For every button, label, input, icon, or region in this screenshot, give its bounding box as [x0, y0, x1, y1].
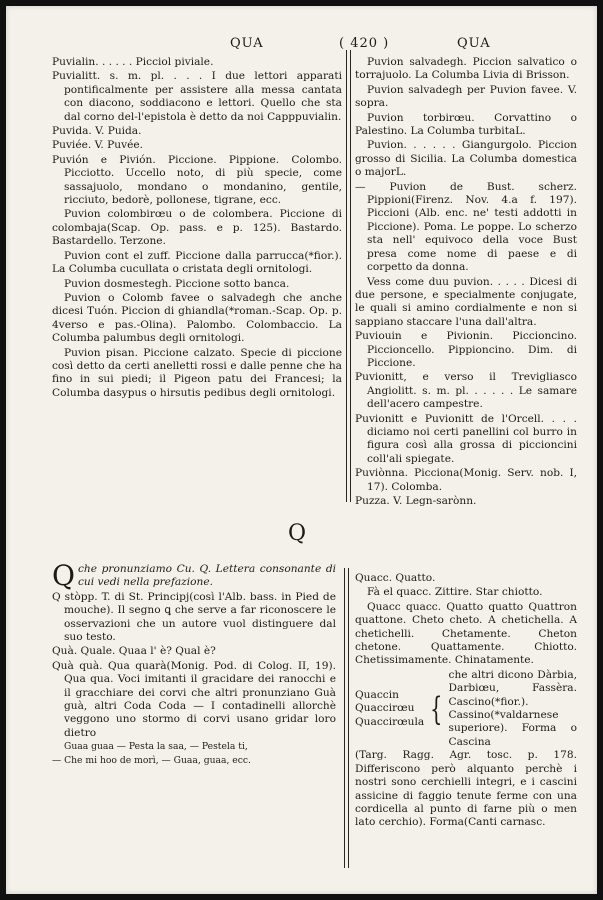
entry: Fà el quacc. Zittire. Star chiotto.	[367, 586, 543, 599]
column-divider-bottom	[344, 568, 349, 868]
headword: Quaccin	[355, 688, 399, 701]
entry: Puvionitt, e verso il Treviglіasco Angiolitt. s. m. pl. . . . . . Le samare dell'acero campestre.	[355, 371, 577, 411]
dictionary-page	[6, 6, 597, 894]
headword: Quaccirœu	[355, 702, 415, 715]
column-right-top	[355, 56, 577, 509]
entry: Puvion salvadegh per Puvion favee. V. sopra.	[355, 83, 577, 110]
brace-definition: che altri dicono Dàrbia, Darbiœu, Fassèra. Cascino(*fior.). Cassino(*valdarnese superiore). Forma o Cascina	[448, 668, 577, 748]
entry: Puviònna. Picciona(Monig. Serv. nob. I, 17). Colomba.	[355, 467, 577, 493]
headword: Quaccirœula	[355, 715, 425, 728]
column-left-top	[52, 56, 342, 401]
verse-line: Guaa guaa — Pesta la saa, — Pestela ti,	[64, 741, 248, 753]
entry: Quà. Quale. Quaa l' è? Qual è?	[52, 645, 216, 658]
entry: Puzza. V. Legn-sarònn.	[355, 495, 477, 507]
entry: Puviée. V. Puvée.	[52, 139, 143, 152]
running-head-left: QUA	[230, 36, 264, 51]
entry: Puvion colombirœu o de colombera. Piccione di colombaja(Scap. Op. pass. e p. 125). Bastardo. Bastardello. Terzone.	[52, 208, 342, 248]
entry: Puvion salvadegh. Piccion salvatico o torrajuolo. La Columba Livia di Brisson.	[355, 56, 577, 82]
entry: Puvion pisan. Piccione calzato. Specie di piccione così detto da certi anelletti rossi e dalle penne che ha fino in sui piedi; il Pigeon patu dei Francesi; la Columba dasypus o hirsutis pedibus degli ornitologi.	[52, 346, 342, 399]
entry-text: che pronunziamo Cu. Q. Lettera consonante di cui vedi nella prefazione.	[77, 563, 336, 589]
entry: Puvion torbirœu. Corvattino o Palestino. La Columba turbitaL.	[355, 111, 577, 138]
entry: Quà quà. Qua quarà(Monig. Pod. di Colog. II, 19). Qua qua. Voci imitanti il gracidare dei ranocchi e il gracchiare dei corvi che altri pronunziano Guà guà, altri Coda Coda — I contadinelli allorchè veggono uno stormo di corvi usano gridar loro dietro	[52, 659, 336, 739]
drop-letter: Q	[52, 559, 75, 592]
entry-continuation: (Targ. Ragg. Agr. tosc. p. 178. Differiscono però alquanto perchè i nostri sono cerchielli integri, e i cascini assicine di faggio tenute ferme con una cordicella al punto di farne più o men lato cerchio). Forma(Canti carnasc.	[355, 749, 577, 829]
section-letter: Q	[288, 521, 307, 546]
column-divider-top	[346, 50, 351, 502]
column-right-bottom	[355, 572, 577, 831]
verse-line: — Che mi hoo de morì, — Guaa, guaa, ecc.	[52, 754, 251, 766]
running-head-right: QUA	[457, 36, 491, 51]
entry: Puviouin e Pivionin. Piccioncino. Piccioncello. Pippioncino. Dim. di Piccione.	[355, 330, 577, 369]
entry: Puvida. V. Puida.	[52, 125, 142, 138]
column-left-bottom	[52, 559, 336, 768]
entry: Puvion o Colomb favee o salvadegh che anche dicesi Tuón. Piccion di ghiandla(*roman.-Scap. Op. p. 4verso e pas.-Olina). Palombo. Colombaccio. La Columba palumbus degli ornitologi.	[52, 291, 342, 345]
entry: Puvión e Pivión. Piccione. Pippione. Colombo. Picciotto. Uccello noto, di più specie, come sassajuolo, mondano o mondanino, gentile, ricciuto, bedorè, pollonese, tigrane, ecc.	[52, 153, 342, 207]
entry-q-intro	[52, 559, 336, 592]
entry: Puvionitt e Puvionitt de l'Orcell. . . . diciamo noi certi panellini col burro in figura così alla grossa di piccioncini coll'ali spiegate.	[355, 412, 577, 465]
entry: Puvion cont el zuff. Piccione dalla parrucca(*fior.). La Columba cucullata o cristata degli ornitologi.	[52, 249, 342, 276]
entry: Puvialitt. s. m. pl. . . . I due lettori apparati pontificalmente per assistere alla messa cantata con diacono, soddiacono e lettori. Quello che sta dal corno del-l'epistola è detto da noi Capppuvialin.	[52, 70, 342, 123]
entry: Vess come duu puvion. . . . . Dicesi di due persone, e specialmente conjugate, le quali si amino cordialmente e non si sappiano staccare l'una dall'altra.	[355, 275, 577, 328]
entry: — Puvion de Bust. scherz. Pippioni(Firenz. Nov. 4.a f. 197). Piccioni (Alb. enc. ne' testi addotti in Piccione). Poma. Le poppe. Lo scherzo sta nell' equivoco della voce Bust presa come nome di paese e di corpetto da donna.	[355, 180, 577, 274]
page-number: ( 420 )	[339, 36, 390, 51]
brace-entry	[355, 669, 577, 749]
entry: Quacc quacc. Quatto quatto Quattron quattone. Cheto cheto. A chetichella. A chetichelli. Chetamente. Cheton chetone. Quattamente. Chiotto. Chetissimamente. Chinatamente.	[355, 600, 577, 667]
entry: Puvialin. . . . . . Picciol piviale.	[52, 56, 214, 68]
entry: Puvion dosmestegh. Piccione sotto banca.	[64, 277, 290, 290]
brace-headwords	[355, 689, 424, 729]
entry: Q stòpp. T. di St. Principj(così l'Alb. bass. in Pied de mouche). Il segno ꝗ che serve a far riconoscere le osservazioni che un autore vuol distinguere dal suo testo.	[52, 590, 336, 644]
entry: Quacc. Quatto.	[355, 572, 436, 584]
brace-glyph: {	[430, 690, 443, 729]
entry: Puvion. . . . . . Giangurgolo. Piccion grosso di Sicilia. La Columba domestica o majorL.	[355, 139, 577, 179]
